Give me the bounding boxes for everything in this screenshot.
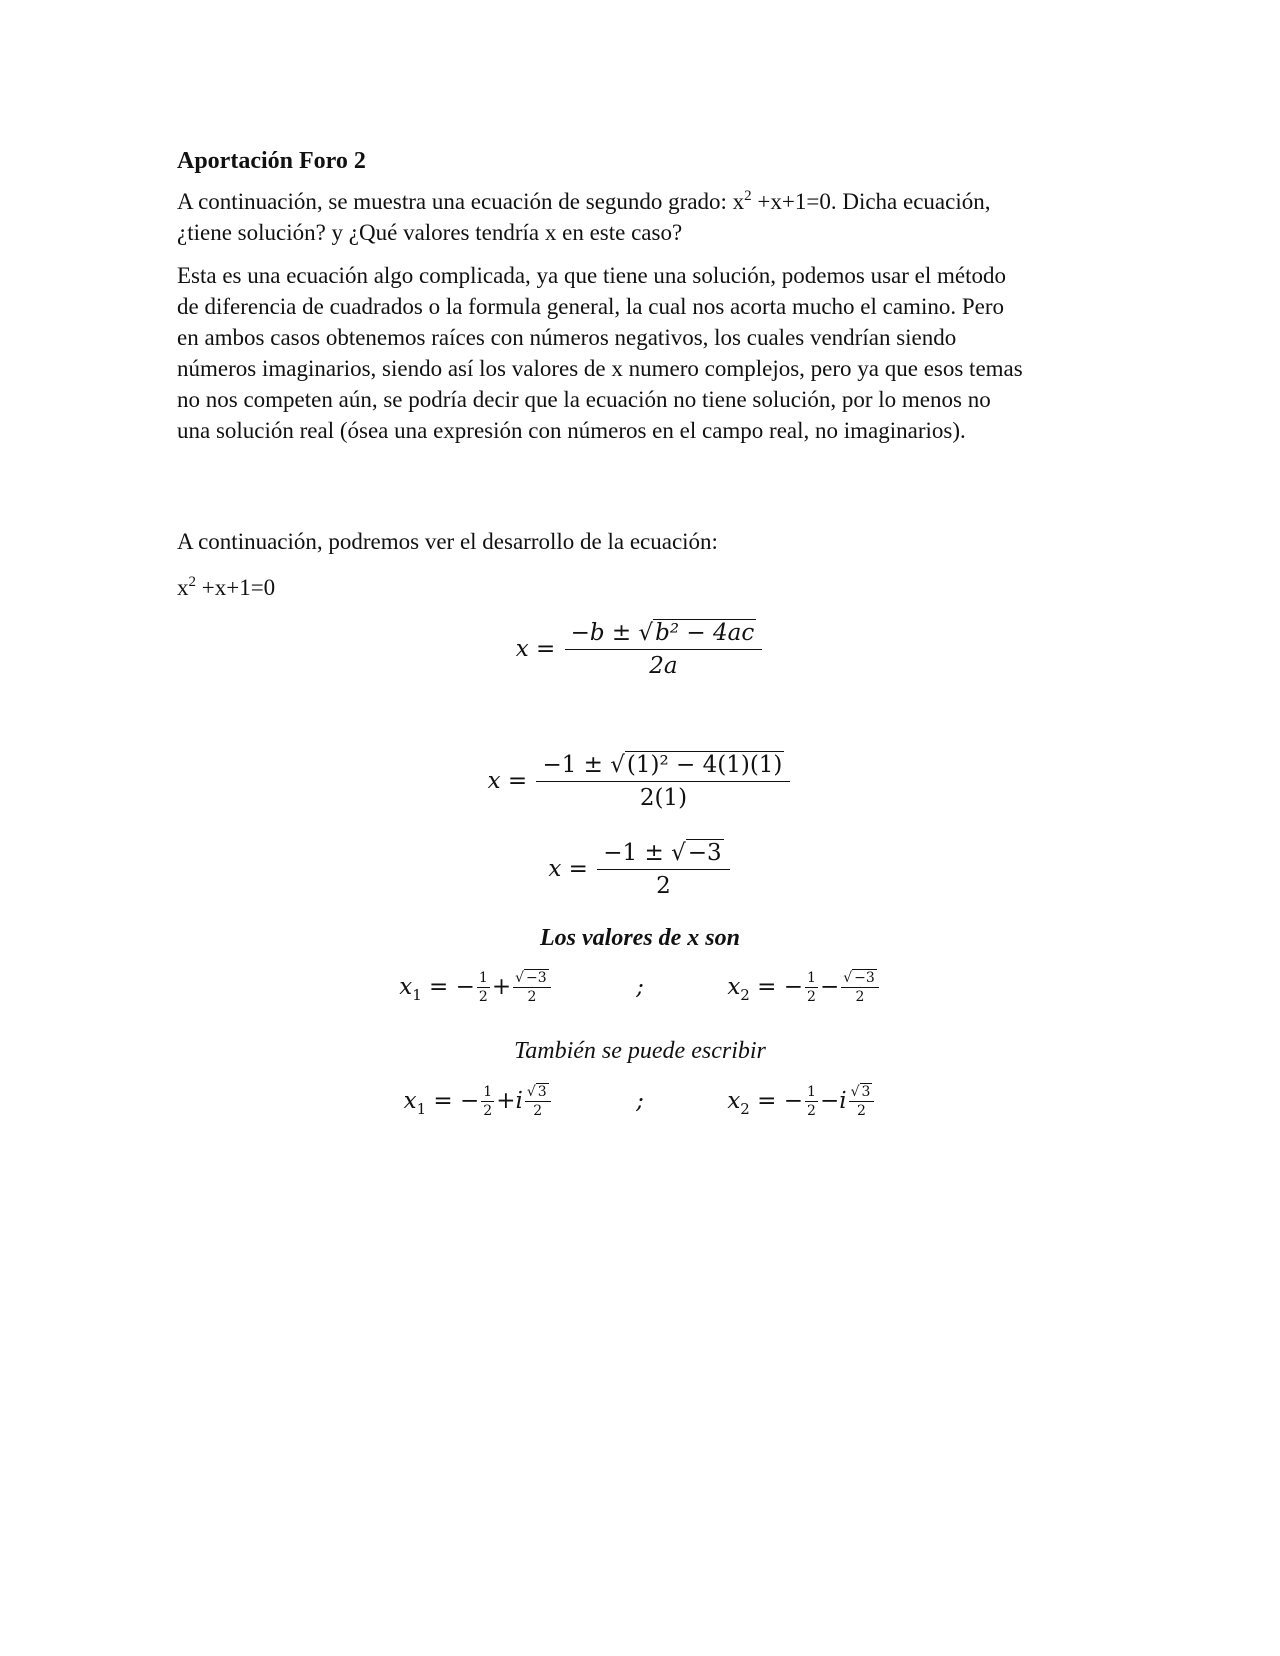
- solutions-row: [0, 970, 1280, 1005]
- solution-x2: $x_2$ = − $\frac{1}{2}$ − $\frac{√ -3}{2}$: [727, 974, 880, 1000]
- question-line-1: A continuación, se muestra una ecuación de segundo grado: $x^2 +x+1=0$. Dicha ecuación,: [177, 188, 991, 214]
- formula-denominator: 2(1): [639, 785, 688, 812]
- formula-denominator: 2: [656, 873, 671, 900]
- formula-numerator: −1 ± √(1)² − 4(1)(1): [536, 752, 790, 782]
- explanation-line: de diferencia de cuadrados o la formula general, la cual nos acorta mucho el camino. Pero: [177, 294, 1005, 319]
- general-formula: [0, 620, 1280, 680]
- formula-lhs: x =: [548, 855, 588, 882]
- explanation-line: números imaginarios, siendo así los valores de x numero complejos, pero ya que esos temas: [177, 356, 1023, 381]
- explanation-line: Esta es una ecuación algo complicada, ya que tiene una solución, podemos usar el método: [177, 263, 1007, 288]
- formula-denominator: 2a: [649, 653, 678, 680]
- development-intro: A continuación, podremos ver el desarrollo de la ecuación:: [177, 529, 718, 554]
- document-title: Aportación Foro 2: [177, 148, 366, 174]
- formula-fraction: [565, 620, 763, 680]
- solution-x1: $x_1$ = − $\frac{1}{2}$ + $\frac{√ -3}{2}$: [399, 974, 552, 1000]
- question-paragraph: [177, 186, 990, 248]
- sqrt-symbol: √−3: [671, 840, 722, 866]
- alt-caption: También se puede escribir: [514, 1038, 766, 1064]
- sqrt-symbol: √ 3: [850, 1084, 871, 1100]
- solution-separator: ;: [636, 1087, 644, 1114]
- sqrt-symbol: √ −3: [515, 970, 547, 986]
- explanation-line: una solución real (ósea una expresión con números en el campo real, no imaginarios).: [177, 418, 966, 443]
- formula-numerator: −b ± √b² − 4ac: [565, 620, 763, 650]
- solutions-row-imaginary: [0, 1084, 1280, 1119]
- solution-x2: $x_2$ = − $\frac{1}{2}$ −i $\frac{√ 3}{2}$: [727, 1088, 876, 1114]
- simplified-formula: [0, 840, 1280, 900]
- base-equation: $x^2 +x+1=0$: [177, 574, 276, 600]
- sqrt-symbol: √(1)² − 4(1)(1): [610, 752, 783, 778]
- values-caption: Los valores de x son: [540, 925, 740, 951]
- explanation-line: no nos competen aún, se podría decir que la ecuación no tiene solución, por lo menos no: [177, 387, 991, 412]
- sqrt-symbol: √b² − 4ac: [638, 620, 755, 646]
- sqrt-symbol: √ −3: [843, 970, 875, 986]
- question-line-2: ¿tiene solución? y ¿Qué valores tendría x en este caso?: [177, 220, 683, 245]
- substituted-formula: [0, 752, 1280, 812]
- solution-x1: $x_1$ = − $\frac{1}{2}$ +i $\frac{√ 3}{2}$: [404, 1088, 553, 1114]
- formula-numerator: −1 ± √−3: [597, 840, 729, 870]
- formula-fraction: [597, 840, 729, 900]
- formula-lhs: x =: [515, 635, 556, 662]
- explanation-line: en ambos casos obtenemos raíces con números negativos, los cuales vendrían siendo: [177, 325, 957, 350]
- formula-fraction: [536, 752, 790, 812]
- formula-lhs: x =: [487, 767, 528, 794]
- explanation-paragraph: [177, 260, 1023, 446]
- sqrt-symbol: √ 3: [526, 1084, 547, 1100]
- solution-separator: ;: [636, 973, 644, 1000]
